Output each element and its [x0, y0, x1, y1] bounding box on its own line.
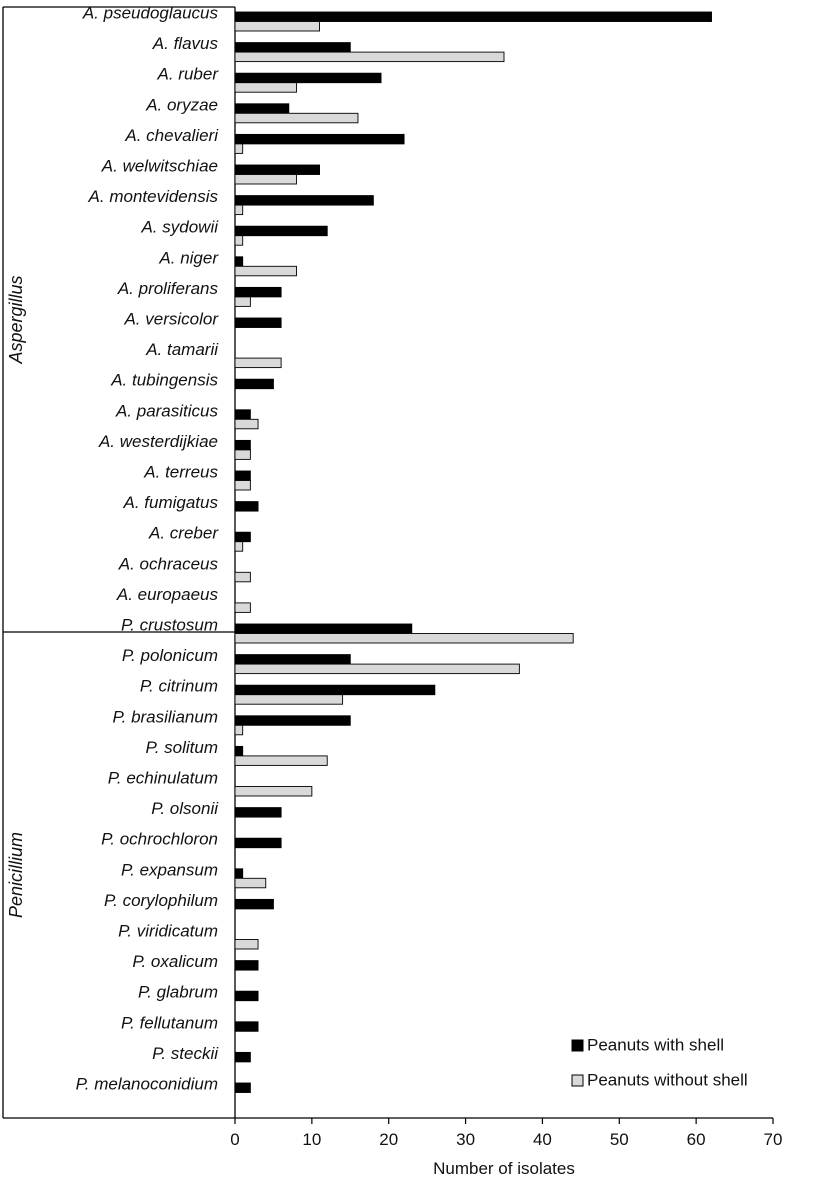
bar-peanuts-with-shell-p-steckii — [235, 1052, 250, 1062]
legend-label-peanuts-with-shell: Peanuts with shell — [587, 1035, 725, 1055]
category-label: P. echinulatum — [107, 768, 218, 788]
bar-peanuts-without-shell-p-expansum — [235, 878, 266, 888]
category-label: P. steckii — [152, 1043, 218, 1063]
bar-peanuts-without-shell-a-flavus — [235, 52, 504, 62]
bar-peanuts-with-shell-p-solitum — [235, 746, 243, 756]
bar-peanuts-with-shell-a-montevidensis — [235, 196, 373, 206]
bar-peanuts-with-shell-a-creber — [235, 532, 250, 542]
bar-peanuts-without-shell-a-niger — [235, 266, 296, 276]
category-label: A. tubingensis — [111, 370, 218, 390]
category-label: P. melanoconidium — [75, 1074, 218, 1094]
bar-peanuts-with-shell-a-proliferans — [235, 287, 281, 297]
category-label: A. proliferans — [117, 278, 218, 298]
bar-peanuts-with-shell-p-oxalicum — [235, 961, 258, 971]
bar-peanuts-without-shell-a-terreus — [235, 481, 250, 491]
bar-peanuts-with-shell-a-sydowii — [235, 226, 327, 236]
category-label: P. olsonii — [151, 799, 218, 819]
bar-peanuts-with-shell-a-westerdijkiae — [235, 440, 250, 450]
bar-peanuts-without-shell-a-oryzae — [235, 113, 358, 123]
bar-peanuts-without-shell-p-echinulatum — [235, 787, 312, 797]
bar-peanuts-with-shell-p-brasilianum — [235, 716, 350, 726]
bar-peanuts-without-shell-a-westerdijkiae — [235, 450, 250, 460]
x-tick-label: 10 — [302, 1130, 322, 1149]
category-label: P. crustosum — [120, 615, 218, 635]
bar-peanuts-with-shell-a-tubingensis — [235, 379, 273, 389]
genus-label-aspergillus: Aspergillus — [6, 275, 26, 364]
category-label: A. europaeus — [116, 584, 218, 604]
x-tick-label: 60 — [686, 1130, 706, 1149]
bar-peanuts-without-shell-a-montevidensis — [235, 205, 243, 215]
bar-peanuts-with-shell-a-niger — [235, 257, 243, 267]
category-label: A. tamarii — [146, 340, 218, 360]
category-label: P. brasilianum — [112, 707, 218, 727]
bar-peanuts-with-shell-a-chevalieri — [235, 134, 404, 144]
bar-peanuts-with-shell-p-crustosum — [235, 624, 412, 634]
x-tick-label: 50 — [609, 1130, 629, 1149]
x-tick-label: 40 — [532, 1130, 552, 1149]
bar-peanuts-without-shell-p-citrinum — [235, 695, 343, 705]
x-tick-label: 30 — [456, 1130, 476, 1149]
category-label: P. viridicatum — [118, 921, 218, 941]
category-label: P. corylophilum — [103, 890, 218, 910]
x-tick-label: 70 — [763, 1130, 783, 1149]
bar-peanuts-without-shell-a-proliferans — [235, 297, 250, 307]
bar-peanuts-with-shell-p-polonicum — [235, 655, 350, 665]
category-label: A. chevalieri — [125, 125, 218, 145]
category-label: A. flavus — [152, 34, 218, 54]
category-label: A. fumigatus — [123, 493, 218, 513]
category-label: A. terreus — [144, 462, 218, 482]
bar-peanuts-without-shell-a-chevalieri — [235, 144, 243, 154]
category-label: A. sydowii — [141, 217, 218, 237]
bar-peanuts-without-shell-a-creber — [235, 542, 243, 552]
category-label: A. oryzae — [146, 95, 218, 115]
bar-peanuts-with-shell-p-olsonii — [235, 808, 281, 818]
category-label: P. citrinum — [139, 676, 218, 696]
category-label: P. polonicum — [121, 646, 218, 666]
bar-peanuts-without-shell-a-welwitschiae — [235, 175, 296, 185]
bar-peanuts-with-shell-a-ruber — [235, 73, 381, 83]
bar-peanuts-with-shell-a-versicolor — [235, 318, 281, 328]
category-label: A. versicolor — [124, 309, 218, 329]
bar-peanuts-with-shell-a-terreus — [235, 471, 250, 481]
category-label: P. solitum — [145, 737, 218, 757]
bar-peanuts-with-shell-p-fellutanum — [235, 1022, 258, 1032]
category-label: A. welwitschiae — [101, 156, 218, 176]
category-label: A. ruber — [157, 64, 218, 84]
legend-label-peanuts-without-shell: Peanuts without shell — [587, 1070, 748, 1090]
category-label: P. expansum — [120, 860, 218, 880]
x-axis-title: Number of isolates — [433, 1159, 575, 1178]
bar-peanuts-without-shell-p-brasilianum — [235, 725, 243, 735]
bar-peanuts-with-shell-a-pseudoglaucus — [235, 12, 712, 22]
bar-peanuts-with-shell-a-welwitschiae — [235, 165, 320, 175]
category-label: P. ochrochloron — [101, 829, 218, 849]
bar-peanuts-without-shell-p-solitum — [235, 756, 327, 766]
bar-peanuts-with-shell-p-melanoconidium — [235, 1083, 250, 1093]
bar-peanuts-with-shell-a-oryzae — [235, 104, 289, 114]
bar-peanuts-without-shell-p-polonicum — [235, 664, 519, 674]
category-label: P. oxalicum — [132, 952, 218, 972]
category-label: A. ochraceus — [118, 554, 218, 574]
bar-peanuts-without-shell-p-crustosum — [235, 634, 573, 644]
category-label: A. parasiticus — [115, 401, 218, 421]
bar-peanuts-with-shell-p-ochrochloron — [235, 838, 281, 848]
bar-peanuts-with-shell-a-parasiticus — [235, 410, 250, 420]
category-label: A. creber — [149, 523, 218, 543]
bar-peanuts-without-shell-p-viridicatum — [235, 940, 258, 950]
bar-peanuts-without-shell-a-ruber — [235, 83, 296, 93]
bar-peanuts-with-shell-a-flavus — [235, 43, 350, 53]
category-label: P. glabrum — [137, 982, 218, 1002]
legend-swatch-peanuts-without-shell — [572, 1075, 583, 1086]
bar-peanuts-without-shell-a-parasiticus — [235, 419, 258, 429]
category-label: P. fellutanum — [120, 1013, 218, 1033]
bar-peanuts-without-shell-a-sydowii — [235, 236, 243, 246]
category-label: A. niger — [159, 248, 218, 268]
category-label: A. montevidensis — [88, 187, 218, 207]
bar-peanuts-without-shell-a-pseudoglaucus — [235, 22, 320, 32]
category-label: A. westerdijkiae — [98, 431, 218, 451]
x-tick-label: 20 — [379, 1130, 399, 1149]
bar-peanuts-with-shell-p-glabrum — [235, 991, 258, 1001]
category-label: A. pseudoglaucus — [82, 3, 218, 23]
genus-label-penicillium: Penicillium — [6, 831, 26, 919]
bar-peanuts-with-shell-p-expansum — [235, 869, 243, 879]
bar-peanuts-with-shell-p-corylophilum — [235, 899, 273, 909]
x-tick-label: 0 — [230, 1130, 240, 1149]
bar-peanuts-with-shell-a-fumigatus — [235, 502, 258, 512]
bar-peanuts-without-shell-a-ochraceus — [235, 572, 250, 582]
legend-swatch-peanuts-with-shell — [572, 1040, 583, 1051]
bar-peanuts-without-shell-a-europaeus — [235, 603, 250, 613]
bar-peanuts-without-shell-a-tamarii — [235, 358, 281, 368]
bar-peanuts-with-shell-p-citrinum — [235, 685, 435, 695]
